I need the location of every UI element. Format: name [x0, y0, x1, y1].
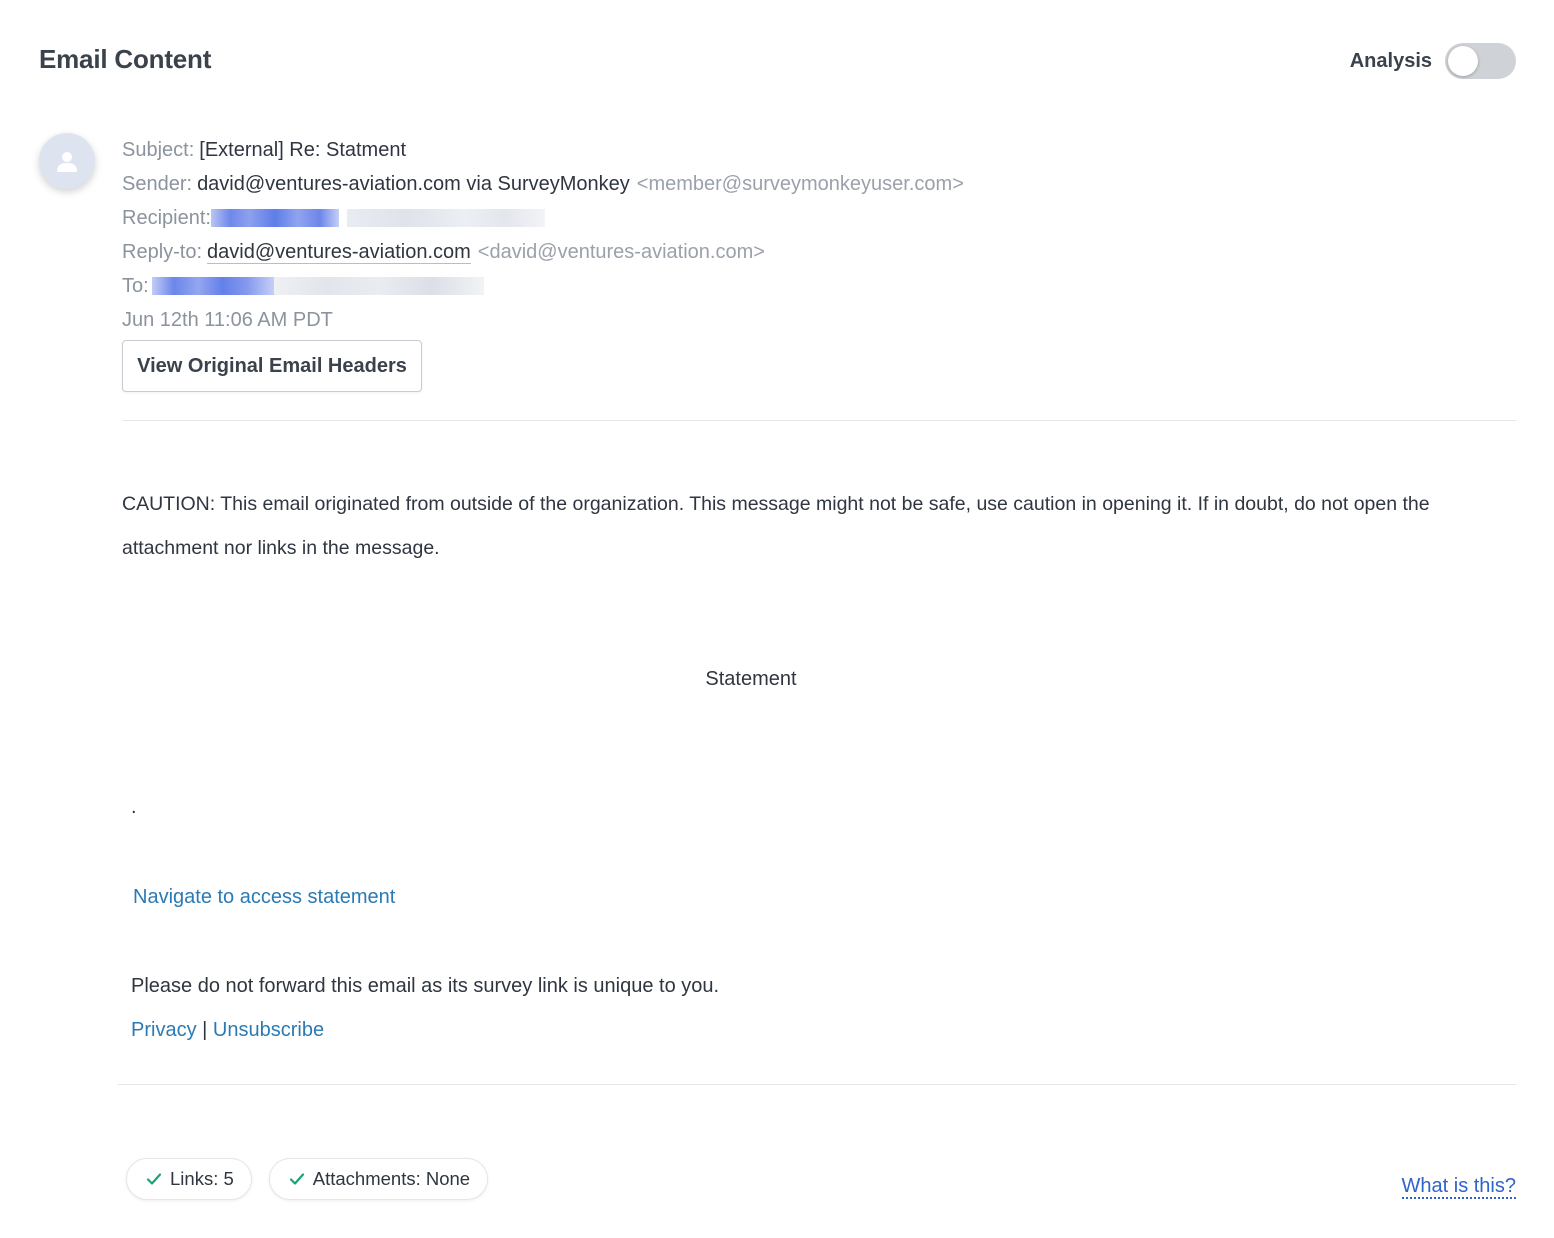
view-original-headers-button[interactable]: View Original Email Headers	[122, 340, 422, 392]
what-is-this-link[interactable]: What is this?	[1401, 1175, 1516, 1197]
reply-to-name: david@ventures-aviation.com	[207, 240, 471, 263]
body-dot: .	[131, 796, 137, 818]
sender-name: david@ventures-aviation.com via SurveyMonkey	[197, 173, 630, 195]
sender-label: Sender:	[122, 173, 193, 195]
attachments-pill[interactable]	[269, 1158, 488, 1200]
email-headers	[122, 133, 964, 337]
attachments-count: Attachments: None	[312, 1168, 471, 1189]
to-label: To:	[122, 275, 149, 297]
recipient-label: Recipient:	[122, 207, 211, 229]
forward-notice: Please do not forward this email as its survey link is unique to you.	[131, 975, 720, 997]
email-date: Jun 12th 11:06 AM PDT	[122, 309, 333, 331]
recipient-redacted-address	[347, 209, 545, 227]
to-row	[122, 269, 964, 303]
analysis-toggle[interactable]	[1445, 43, 1516, 79]
access-statement-link[interactable]: Navigate to access statement	[133, 886, 396, 908]
analysis-label: Analysis	[1349, 49, 1432, 72]
check-icon	[146, 1171, 162, 1187]
caution-banner: CAUTION: This email originated from outside of the organization. This message might not be safe, use caution in opening it. If in doubt, do not open the attachment nor links in the message.	[122, 493, 1430, 559]
to-redacted-address	[274, 277, 484, 295]
subject-value: [External] Re: Statment	[199, 139, 407, 161]
analysis-control	[1350, 43, 1516, 79]
check-icon	[289, 1171, 305, 1187]
recipient-redacted-name	[211, 209, 339, 227]
avatar	[39, 133, 95, 189]
footer-links	[131, 1019, 324, 1042]
sender-address: <member@surveymonkeyuser.com>	[636, 173, 964, 195]
toggle-knob	[1448, 46, 1478, 76]
links-pill[interactable]	[126, 1158, 252, 1200]
footer-separator: |	[202, 1019, 208, 1041]
page-title: Email Content	[39, 44, 212, 74]
subject-row	[122, 133, 964, 167]
statement-heading: Statement	[705, 668, 797, 690]
summary-pills	[126, 1158, 488, 1200]
reply-to-row	[122, 235, 964, 269]
user-icon	[55, 149, 79, 173]
header-divider	[122, 420, 1516, 421]
privacy-link[interactable]: Privacy	[131, 1019, 197, 1041]
sender-row	[122, 167, 964, 201]
reply-to-label: Reply-to:	[122, 241, 203, 263]
subject-label: Subject:	[122, 139, 195, 161]
body-divider	[118, 1084, 1516, 1085]
reply-to-address: <david@ventures-aviation.com>	[477, 241, 765, 263]
recipient-row	[122, 201, 964, 235]
to-redacted-name	[152, 277, 274, 295]
date-row	[122, 303, 964, 337]
links-count: Links: 5	[170, 1168, 234, 1189]
unsubscribe-link[interactable]: Unsubscribe	[212, 1019, 325, 1041]
